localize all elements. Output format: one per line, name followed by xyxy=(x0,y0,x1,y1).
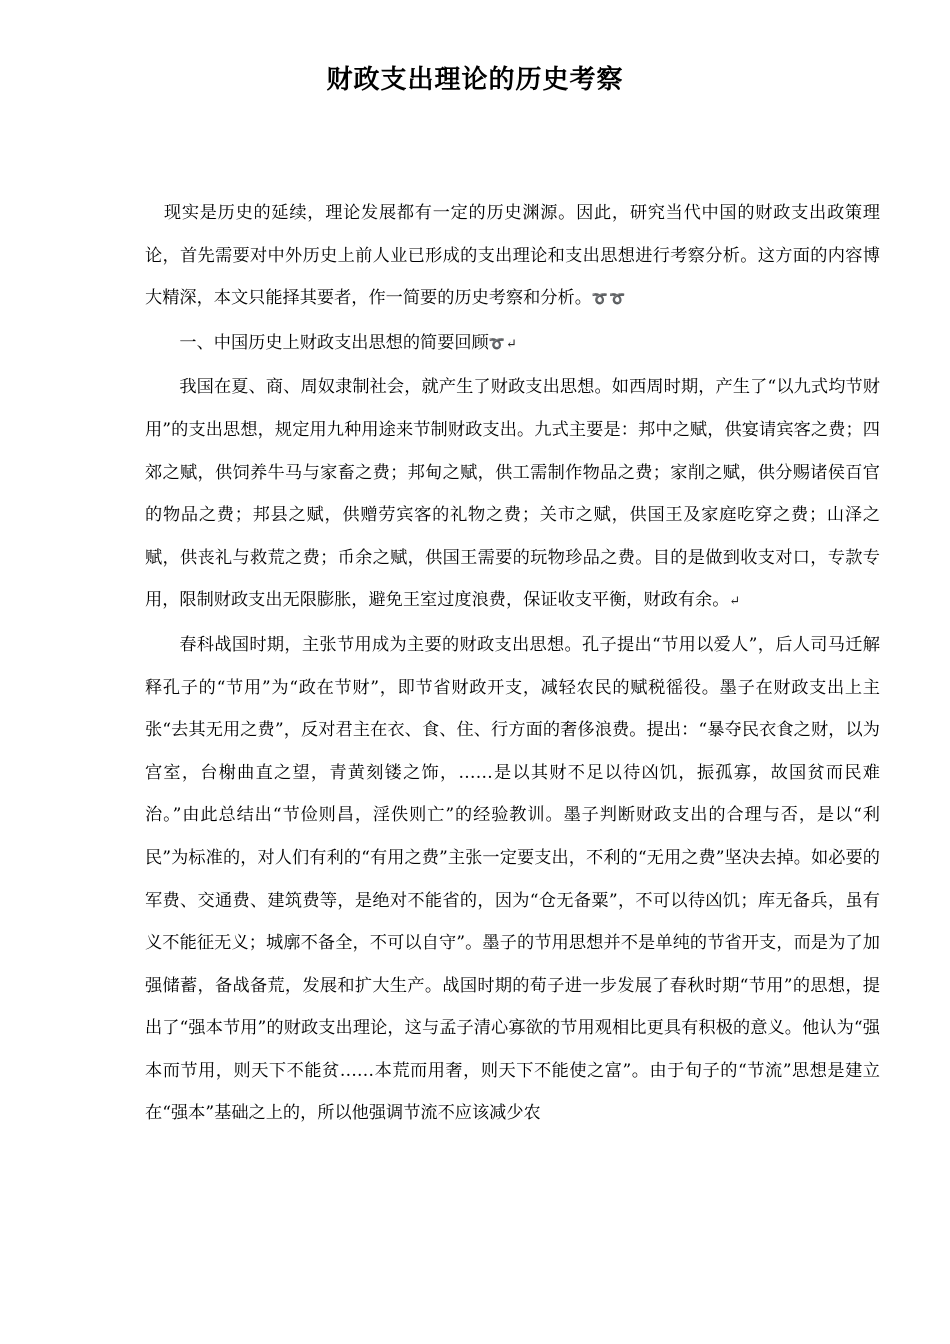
paragraph-mark: ➰↵ xyxy=(488,336,518,352)
paragraph-chunqiu xyxy=(145,624,880,1137)
paragraph-mark: ➰➰ xyxy=(591,292,627,308)
paragraph-xizhou xyxy=(145,366,880,624)
paragraph-text: 春科战国时期，主张节用成为主要的财政支出思想。孔子提出“节用以爱人”，后人司马迁解释孔子的“节用”为“政在节财”，即节省财政开支，减轻农民的赋税徭役。墨子在财政支出上主张“去其无用之费”，反对君主在衣、食、住、行方面的奢侈浪费。提出：“暴夺民衣食之财，以为宫室，台榭曲直之望，青黄刻镂之饰，……是以其财不足以待凶饥，振孤寡，故国贫而民难治。”由此总结出“节俭则昌，淫佚则亡”的经验教训。墨子判断财政支出的合理与否，是以“利民”为标准的，对人们有利的“有用之费”主张一定要支出，不利的“无用之费”坚决去掉。如必要的军费、交通费、建筑费等，是绝对不能省的，因为“仓无备粟”，不可以待凶饥；库无备兵，虽有义不能征无义；城廓不备全，不可以自守”。墨子的节用思想并不是单纯的节省开支，而是为了加强储蓄，备战备荒，发展和扩大生产。战国时期的荀子进一步发展了春秋时期“节用”的思想，提出了“强本节用”的财政支出理论，这与孟子清心寡欲的节用观相比更具有积极的意义。他认为“强本而节用，则天下不能贫……本荒而用奢，则天下不能使之富”。由于旬子的“节流”思想是建立在“强本”基础之上的，所以他强调节流不应该减少农 xyxy=(145,634,880,1124)
document-title: 财政支出理论的历史考察 xyxy=(326,65,624,95)
paragraph-mark: ↵ xyxy=(729,594,742,610)
paragraph-text: 我国在夏、商、周奴隶制社会，就产生了财政支出思想。如西周时期，产生了“以九式均节财用”的支出思想，规定用九种用途来节制财政支出。九式主要是：邦中之赋，供宴请宾客之费；四郊之赋，供饲养牛马与家畜之费；邦甸之赋，供工需制作物品之费；家削之赋，供分赐诸侯百官的物品之费；邦县之赋，供赠劳宾客的礼物之费；关市之赋，供国王及家庭吃穿之费；山泽之赋，供丧礼与救荒之费；币余之赋，供国王需要的玩物珍品之费。目的是做到收支对口，专款专用，限制财政支出无限膨胀，避免王室过度浪费，保证收支平衡，财政有余。 xyxy=(145,377,880,611)
section-heading xyxy=(145,322,880,367)
document-body xyxy=(145,192,880,1137)
paragraph-intro xyxy=(145,192,880,322)
paragraph-text: 现实是历史的延续，理论发展都有一定的历史渊源。因此，研究当代中国的财政支出政策理论，首先需要对中外历史上前人业已形成的支出理论和支出思想进行考察分析。这方面的内容博大精深，本文只能择其要者，作一简要的历史考察和分析。 xyxy=(145,203,880,309)
section-heading-text: 一、中国历史上财政支出思想的简要回顾 xyxy=(179,332,489,353)
